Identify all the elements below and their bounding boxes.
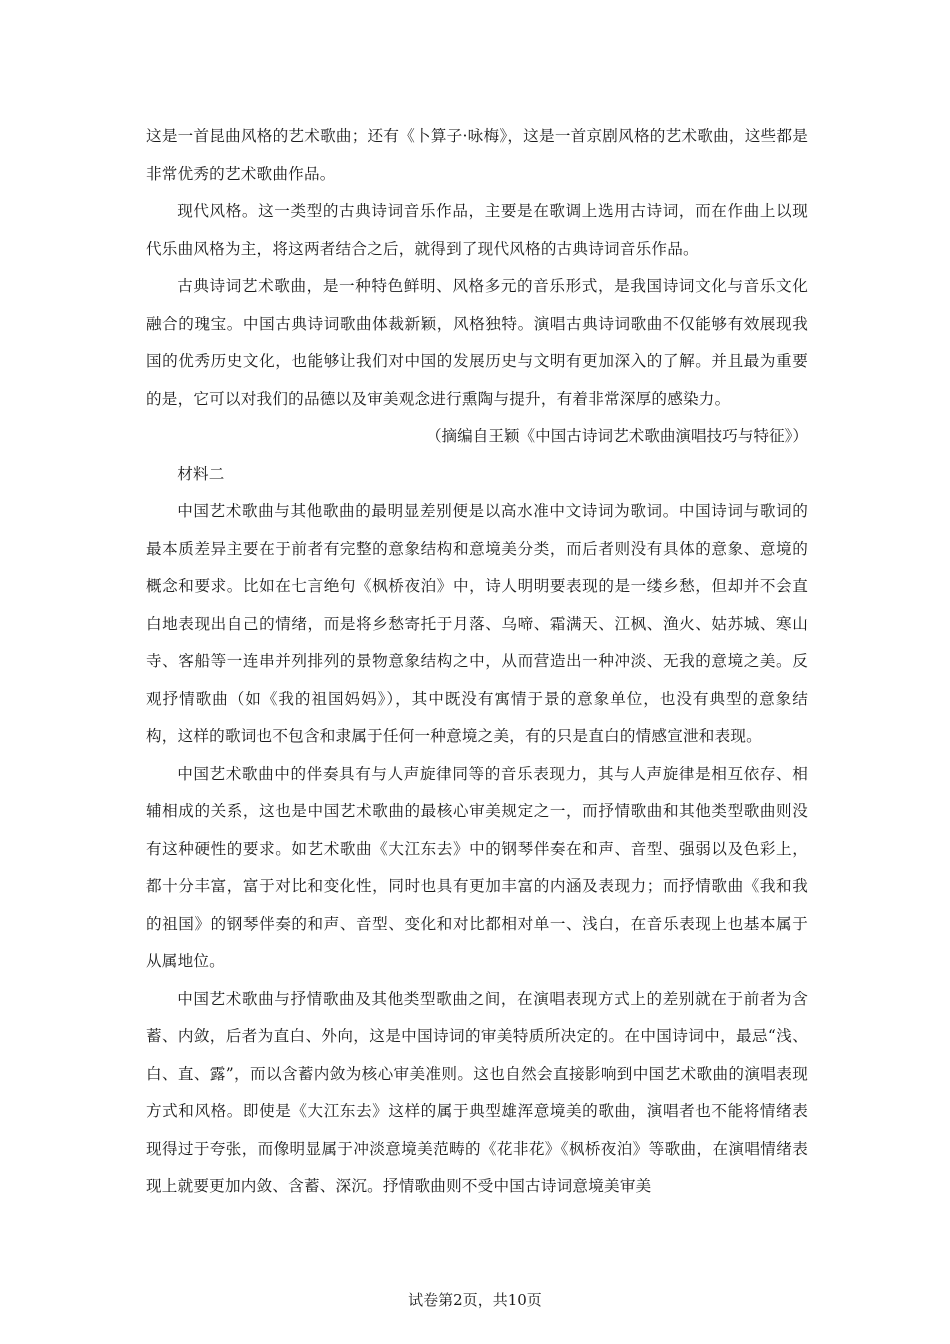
paragraph-performance-style: 中国艺术歌曲与抒情歌曲及其他类型歌曲之间，在演唱表现方式上的差别就在于前者为含蓄、内敛，后者为直白、外向，这是中国诗词的审美特质所决定的。在中国诗词中，最忌“浅、白、直、露”，而以含蓄内敛为核心审美准则。这也自然会直接影响到中国艺术歌曲的演唱表现方式和风格。即使是《大江东去》这样的属于典型雄浑意境美的歌曲，演唱者也不能将情绪表现得过于夸张，而像明显属于冲淡意境美范畴的《花非花》《枫桥夜泊》等歌曲，在演唱情绪表现上就要更加内敛、含蓄、深沉。抒情歌曲则不受中国古诗词意境美审美	[146, 989, 808, 1195]
paragraph-lyrics-difference: 中国艺术歌曲与其他歌曲的最明显差别便是以高水准中文诗词为歌词。中国诗词与歌词的最本质差异主要在于前者有完整的意象结构和意境美分类，而后者则没有具体的意象、意境的概念和要求。比如在七言绝句《枫桥夜泊》中，诗人明明要表现的是一缕乡愁，但却并不会直白地表现出自己的情绪，而是将乡愁寄托于月落、乌啼、霜满天、江枫、渔火、姑苏城、寒山寺、客船等一连串并列排列的景物意象结构之中，从而营造出一种冲淡、无我的意境之美。反观抒情歌曲（如《我的祖国妈妈》），其中既没有寓情于景的意象单位，也没有典型的意象结构，这样的歌词也不包含和隶属于任何一种意境之美，有的只是直白的情感宣泄和表现。	[146, 502, 808, 745]
section-heading-material-two: 材料二	[177, 464, 225, 483]
paragraph-accompaniment: 中国艺术歌曲中的伴奏具有与人声旋律同等的音乐表现力，其与人声旋律是相互依存、相辅相成的关系，这也是中国艺术歌曲的最核心审美规定之一，而抒情歌曲和其他类型歌曲则没有这种硬性的要求。如艺术歌曲《大江东去》中的钢琴伴奏在和声、音型、强弱以及色彩上，都十分丰富，富于对比和变化性，同时也具有更加丰富的内涵及表现力；而抒情歌曲《我和我的祖国》的钢琴伴奏的和声、音型、变化和对比都相对单一、浅白，在音乐表现上也基本属于从属地位。	[146, 764, 808, 970]
paragraph-modern-style: 现代风格。这一类型的古典诗词音乐作品，主要是在歌调上选用古诗词，而在作曲上以现代乐曲风格为主，将这两者结合之后，就得到了现代风格的古典诗词音乐作品。	[146, 202, 808, 258]
paragraph-continued: 这是一首昆曲风格的艺术歌曲；还有《卜算子·咏梅》，这是一首京剧风格的艺术歌曲，这些都是非常优秀的艺术歌曲作品。	[146, 127, 808, 183]
page-footer: 试卷第2页，共10页	[408, 1291, 542, 1309]
document-body	[146, 118, 808, 1206]
source-citation: （摘编自王颖《中国古诗词艺术歌曲演唱技巧与特征》）	[425, 427, 808, 445]
paragraph-classical-art-song: 古典诗词艺术歌曲，是一种特色鲜明、风格多元的音乐形式，是我国诗词文化与音乐文化融合的瑰宝。中国古典诗词歌曲体裁新颖，风格独特。演唱古典诗词歌曲不仅能够有效展现我国的优秀历史文化，也能够让我们对中国的发展历史与文明有更加深入的了解。并且最为重要的是，它可以对我们的品德以及审美观念进行熏陶与提升，有着非常深厚的感染力。	[146, 277, 808, 408]
